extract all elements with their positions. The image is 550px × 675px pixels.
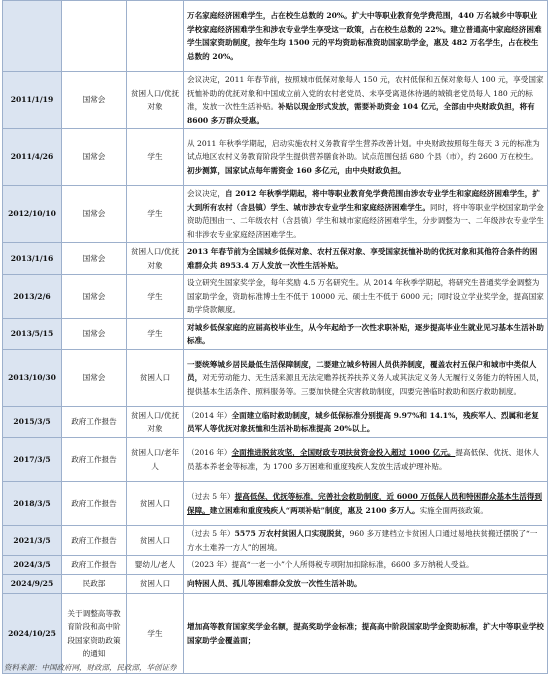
content-text: （2014 年）: [187, 410, 232, 420]
target-cell: 学生: [127, 186, 184, 243]
table-row: [3, 482, 548, 526]
content-text: 增加高等教育国家奖学金名额，提高奖助学金标准；提高高中阶段国家助学金资助标准，扩大中等职业学校国家助学金覆盖面；: [187, 622, 544, 645]
content-text: 对无劳动能力、无生活来源且无法定赡养抚养扶养义务人或其法定义务人无履行义务能力的特困人员，提供基本生活条件、照料服务等。三要加快健全灾害救助制度，四要完善临时救助和医疗救助制度。: [187, 373, 544, 396]
table-row: [3, 556, 548, 575]
policy-table-body: [3, 1, 548, 674]
content-cell: [184, 275, 548, 319]
org-cell: 国常会: [62, 243, 127, 275]
target-cell: 贫困人口/优抚对象: [127, 243, 184, 275]
content-cell: [184, 482, 548, 526]
content-text: 从 2011 年秋季学期起，启动实施农村义务教育学生营养改善计划。中央财政按照每生每天 3 元的标准为试点地区农村义务教育阶段学生提供营养膳食补助。试点范围包括 680 个县（市），约 2600 万在校生。: [187, 138, 540, 162]
content-text: 2013 年春节前为全国城乡低保对象、农村五保对象、享受国家抚恤补助的优抚对象和其他符合条件的困难群众共 8953.4 万人发放一次性生活补贴。: [187, 247, 538, 270]
org-cell: 民政部: [62, 575, 127, 594]
target-cell: 贫困人口: [127, 482, 184, 526]
content-cell: [184, 72, 548, 129]
org-cell: 政府工作报告: [62, 556, 127, 575]
content-text: （过去 5 年）: [187, 529, 235, 538]
table-row: [3, 350, 548, 407]
table-row: [3, 243, 548, 275]
table-row: [3, 1, 548, 72]
content-text: 会议决定，2011 年春节前，按照城市低保对象每人 150 元，农村低保和五保对象每人 100 元，享受国家抚恤补助的优抚对象和中国成立前入党的农村老党员、未享受离退休待遇的城镇老党员每人 180 元的标准，发放一次性生活补贴。: [187, 75, 544, 111]
content-text: （过去 5 年）: [187, 492, 235, 501]
policy-table: [2, 0, 548, 674]
target-cell: 婴幼儿/老人: [127, 556, 184, 575]
content-text: 初步测算，国家试点每年需资金 160 多亿元，由中央财政负担。: [187, 165, 406, 175]
table-row: [3, 275, 548, 319]
target-cell: 学生: [127, 129, 184, 186]
table-row: [3, 526, 548, 556]
content-text: 同时，将中等职业学校国家助学金资助范围由一、二年级农村（含县镇）学生和城市家庭经济困难学生，分步调整为一、二年级涉农专业学生和非涉农专业家庭经济困难学生。: [187, 202, 544, 239]
content-cell: [184, 243, 548, 275]
content-text: 向特困人员、孤儿等困难群众发放一次性生活补助。: [187, 579, 362, 589]
table-row: [3, 72, 548, 129]
table-row: [3, 438, 548, 482]
table-row: [3, 319, 548, 350]
content-text: （2016 年）: [187, 448, 232, 457]
date-cell: 2011/1/19: [3, 72, 62, 129]
org-cell: 政府工作报告: [62, 407, 127, 438]
date-cell: 2013/5/15: [3, 319, 62, 350]
date-cell: 2024/3/5: [3, 556, 62, 575]
target-cell: 贫困人口/优抚对象: [127, 72, 184, 129]
target-cell: 学生: [127, 594, 184, 674]
target-cell: 学生: [127, 275, 184, 319]
date-cell: 2018/3/5: [3, 482, 62, 526]
date-cell: [3, 1, 62, 72]
content-text: 实施全面两孩政策。: [419, 505, 488, 515]
target-cell: 学生: [127, 319, 184, 350]
org-cell: 政府工作报告: [62, 438, 127, 482]
date-cell: 2021/3/5: [3, 526, 62, 556]
date-cell: 2024/9/25: [3, 575, 62, 594]
content-cell: [184, 575, 548, 594]
date-cell: 2012/10/10: [3, 186, 62, 243]
org-cell: 国常会: [62, 275, 127, 319]
target-cell: 贫困人口: [127, 575, 184, 594]
content-text: 设立研究生国家奖学金，每年奖励 4.5 万名研究生。从 2014 年秋季学期起，将研究生普通奖学金调整为国家助学金，资助标准博士生不低于 10000 元、硕士生不低于 6000 元；同时设立学业奖学金，提高国家助学贷款额度。: [187, 278, 544, 315]
target-cell: 贫困人口: [127, 526, 184, 556]
content-text: 对城乡低保家庭的应届高校毕业生，从今年起给予一次性求职补贴，逐步提高毕业生就业见习基本生活补助标准。: [187, 322, 544, 345]
target-cell: 贫困人口/老年人: [127, 438, 184, 482]
date-cell: 2013/2/6: [3, 275, 62, 319]
content-text: 提高低保、优抚、退休人员基本养老金等标准，为 1700 多万困难和重度残疾人发放生活或护理补贴。: [187, 448, 539, 471]
org-cell: 关于调整高等教育阶段和高中阶段国家资助政策的通知: [62, 594, 127, 674]
table-row: [3, 575, 548, 594]
content-text: 会议决定，: [187, 189, 225, 198]
content-cell: [184, 556, 548, 575]
org-cell: 政府工作报告: [62, 482, 127, 526]
target-cell: [127, 1, 184, 72]
content-text: 提高低保、优抚等标准，完善社会救助制度，近 6000 万低保人员和特困群众基本生活得到保障。: [187, 492, 543, 515]
org-cell: 国常会: [62, 319, 127, 350]
content-cell: [184, 350, 548, 407]
content-cell: [184, 407, 548, 438]
content-text: 5575 万农村贫困人口实现脱贫，: [234, 529, 350, 538]
content-text: 补贴以现金形式发放，需要补助资金 104 亿元，全部由中央财政负担，将有 8600 多万群众受惠。: [187, 102, 535, 125]
content-cell: [184, 594, 548, 674]
date-cell: 2015/3/5: [3, 407, 62, 438]
content-text: 全面建立临时救助制度，城乡低保标准分别提高 9.97%和 14.1%，残疾军人、烈属和老复员军人等优抚对象抚恤和生活补助标准提高 20%以上。: [187, 410, 539, 433]
org-cell: 国常会: [62, 186, 127, 243]
content-cell: [184, 129, 548, 186]
content-cell: [184, 186, 548, 243]
date-cell: 2024/10/25: [3, 594, 62, 674]
content-text: 建立困难和重度残疾人“两项补贴”制度，惠及 2100 多万人。: [209, 505, 420, 515]
org-cell: 国常会: [62, 72, 127, 129]
content-text: 一要统筹城乡居民最低生活保障制度，二要建立城乡特困人员供养制度，覆盖农村五保户和城市中类似人员，: [187, 359, 537, 383]
content-cell: [184, 438, 548, 482]
source-note: 资料来源：中国政府网，财政部，民政部，华创证券: [4, 663, 177, 672]
table-row: [3, 407, 548, 438]
date-cell: 2017/3/5: [3, 438, 62, 482]
content-text: 万名家庭经济困难学生，占在校生总数的 20%。扩大中等职业教育免学费范围，440 万名城乡中等职业学校家庭经济困难学生和涉农专业学生享受这一政策，占在校生总数的 22%。建立普通高中家庭经济困难学生国家资助制度，按年生均 1500 元的平均资助标准资助国家助学金，惠及 482 万名学生，占在校生总数的 20%。: [187, 11, 542, 61]
org-cell: 国常会: [62, 129, 127, 186]
content-text: （2023 年）提高“一老一小”个人所得税专项附加扣除标准，6600 多万纳税人受益。: [187, 560, 474, 570]
target-cell: 贫困人口/优抚对象: [127, 407, 184, 438]
content-text: 自 2012 年秋季学期起，将中等职业教育免学费范围由涉农专业学生和家庭经济困难学生，扩大到所有农村（含县镇）学生、城市涉农专业学生和家庭经济困难学生。: [187, 189, 540, 212]
content-cell: [184, 526, 548, 556]
target-cell: 贫困人口: [127, 350, 184, 407]
date-cell: 2013/1/16: [3, 243, 62, 275]
content-cell: [184, 1, 548, 72]
date-cell: 2011/4/26: [3, 129, 62, 186]
date-cell: 2013/10/30: [3, 350, 62, 407]
content-text: 960 多万建档立卡贫困人口通过易地扶贫搬迁摆脱了“一方水土难养一方人”的困境。: [187, 529, 538, 552]
table-row: [3, 186, 548, 243]
content-text: 全面推进脱贫攻坚，全国财政专项扶贫资金投入超过 1000 亿元。: [231, 448, 456, 457]
org-cell: [62, 1, 127, 72]
org-cell: 国常会: [62, 350, 127, 407]
org-cell: 政府工作报告: [62, 526, 127, 556]
content-cell: [184, 319, 548, 350]
table-row: [3, 129, 548, 186]
